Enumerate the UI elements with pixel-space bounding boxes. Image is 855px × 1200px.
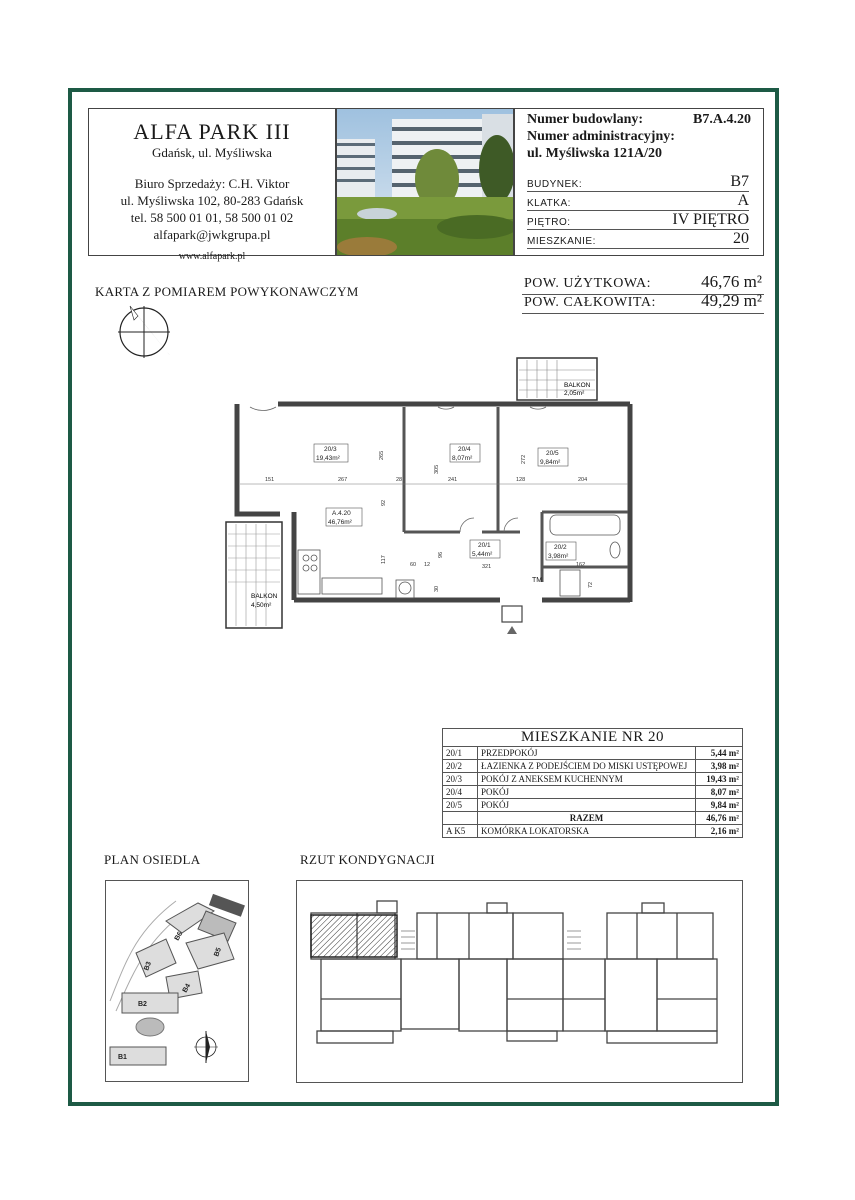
sales-office-address: ul. Myśliwska 102, 80-283 Gdańsk bbox=[120, 193, 304, 208]
sales-office bbox=[89, 175, 335, 243]
total-value: 46,76 m² bbox=[696, 812, 743, 825]
estate-photo bbox=[336, 108, 514, 256]
balcony-top-area: 2,05m² bbox=[564, 390, 585, 397]
building-number-row bbox=[527, 112, 751, 128]
total-area-row bbox=[522, 293, 764, 314]
row-num: 20/3 bbox=[443, 773, 478, 786]
dim-label: 30 bbox=[434, 585, 440, 592]
floor-plan bbox=[220, 352, 640, 647]
sales-office-phone: tel. 58 500 01 01, 58 500 01 02 bbox=[130, 210, 294, 225]
sales-office-email: alfapark@jwkgrupa.pl bbox=[153, 227, 271, 242]
balcony-top bbox=[517, 358, 597, 400]
row-name: POKÓJ Z ANEKSEM KUCHENNYM bbox=[478, 773, 696, 786]
table-row bbox=[443, 760, 743, 773]
storage-num: A K5 bbox=[443, 825, 478, 838]
developer-info-box bbox=[88, 108, 336, 262]
room-2-area: 3,98m² bbox=[548, 553, 569, 560]
field-staircase-value: A bbox=[737, 192, 749, 209]
table-row bbox=[443, 747, 743, 760]
unit-code: A.4.20 bbox=[332, 510, 351, 517]
balcony-left-label: BALKON bbox=[251, 593, 278, 600]
balcony-left bbox=[226, 522, 282, 628]
room-3-area: 19,43m² bbox=[316, 455, 340, 462]
field-floor-value: IV PIĘTRO bbox=[672, 211, 749, 228]
row-area: 19,43 m² bbox=[696, 773, 743, 786]
balcony-top-label: BALKON bbox=[564, 382, 591, 389]
row-area: 3,98 m² bbox=[696, 760, 743, 773]
table-row bbox=[443, 786, 743, 799]
field-staircase-label: KLATKA: bbox=[527, 198, 571, 209]
floor-layout-plan bbox=[296, 880, 743, 1083]
room-1-area: 5,44m² bbox=[472, 551, 493, 558]
dim-label: 28 bbox=[396, 477, 403, 483]
measurement-card-title: KARTA Z POMIAREM POWYKONAWCZYM bbox=[95, 284, 359, 299]
total-area-label: POW. CAŁKOWITA: bbox=[524, 295, 656, 310]
dim-label: 321 bbox=[482, 564, 492, 570]
row-num: 20/4 bbox=[443, 786, 478, 799]
room-2-code: 20/2 bbox=[554, 544, 567, 551]
room-4-code: 20/4 bbox=[458, 446, 471, 453]
room-4-area: 8,07m² bbox=[452, 455, 473, 462]
table-row bbox=[443, 799, 743, 812]
row-num: 20/1 bbox=[443, 747, 478, 760]
admin-address: ul. Myśliwska 121A/20 bbox=[527, 146, 662, 161]
room-3-code: 20/3 bbox=[324, 446, 337, 453]
compass-icon bbox=[118, 300, 174, 365]
site-building-b3: B3 bbox=[143, 960, 153, 972]
unit-area: 46,76m² bbox=[328, 519, 352, 526]
dim-label: 96 bbox=[438, 551, 444, 558]
total-area-value: 49,29 m² bbox=[701, 291, 762, 310]
balcony-left-area: 4,50m² bbox=[251, 602, 272, 609]
north-arrow-icon bbox=[194, 1031, 218, 1063]
field-building-label: BUDYNEK: bbox=[527, 179, 583, 190]
row-area: 8,07 m² bbox=[696, 786, 743, 799]
dim-label: 151 bbox=[265, 477, 275, 483]
row-name: POKÓJ bbox=[478, 799, 696, 812]
table-total-row bbox=[443, 812, 743, 825]
row-name: PRZEDPOKÓJ bbox=[478, 747, 696, 760]
project-location: Gdańsk, ul. Myśliwska bbox=[152, 145, 272, 160]
room-5-code: 20/5 bbox=[546, 450, 559, 457]
dim-label: 12 bbox=[424, 562, 431, 568]
room-5-area: 9,84m² bbox=[540, 459, 561, 466]
table-row bbox=[443, 773, 743, 786]
site-building-b1: B1 bbox=[118, 1054, 127, 1061]
apartment-info-box bbox=[514, 108, 764, 256]
room-1-code: 20/1 bbox=[478, 542, 491, 549]
dim-label: 204 bbox=[578, 477, 588, 483]
site-plan-title: PLAN OSIEDLA bbox=[104, 852, 201, 867]
site-building-b5: B5 bbox=[213, 946, 223, 958]
floor-layout-title: RZUT KONDYGNACJI bbox=[300, 852, 435, 867]
usable-area-value: 46,76 m² bbox=[701, 272, 762, 291]
dim-label: 162 bbox=[576, 562, 586, 568]
field-floor-label: PIĘTRO: bbox=[527, 217, 571, 228]
table-title: MIESZKANIE NR 20 bbox=[443, 729, 743, 747]
dim-label: 60 bbox=[410, 562, 417, 568]
row-name: ŁAZIENKA Z PODEJŚCIEM DO MISKI USTĘPOWEJ bbox=[478, 760, 696, 773]
field-apartment-label: MIESZKANIE: bbox=[527, 236, 596, 247]
storage-name: KOMÓRKA LOKATORSKA bbox=[478, 825, 696, 838]
field-building bbox=[527, 173, 749, 192]
field-apartment-value: 20 bbox=[733, 230, 749, 247]
site-building-b6: B6 bbox=[173, 930, 185, 942]
tm-label: TM bbox=[532, 577, 543, 584]
field-apartment bbox=[527, 230, 749, 249]
row-num: 20/2 bbox=[443, 760, 478, 773]
storage-area: 2,16 m² bbox=[696, 825, 743, 838]
admin-number-label: Numer administracyjny: bbox=[527, 129, 675, 144]
dim-label: 72 bbox=[588, 581, 594, 588]
dim-label: 117 bbox=[381, 555, 387, 564]
row-area: 5,44 m² bbox=[696, 747, 743, 760]
row-area: 9,84 m² bbox=[696, 799, 743, 812]
dim-label: 92 bbox=[381, 499, 387, 506]
site-building-b4: B4 bbox=[181, 982, 193, 994]
dim-label: 267 bbox=[338, 477, 348, 483]
field-floor bbox=[527, 211, 749, 230]
field-staircase bbox=[527, 192, 749, 211]
building-number-value: B7.A.4.20 bbox=[693, 112, 751, 127]
dim-label: 241 bbox=[448, 477, 458, 483]
dim-label: 265 bbox=[379, 450, 385, 460]
total-label: RAZEM bbox=[478, 812, 696, 825]
usable-area-label: POW. UŻYTKOWA: bbox=[524, 276, 652, 291]
building-number-label: Numer budowlany: bbox=[527, 112, 644, 127]
dim-label: 305 bbox=[434, 464, 440, 474]
dim-label: 272 bbox=[521, 454, 527, 464]
website: www.alfapark.pl bbox=[178, 251, 246, 262]
field-building-value: B7 bbox=[730, 173, 749, 190]
project-title: ALFA PARK III bbox=[133, 119, 291, 144]
dim-label: 128 bbox=[516, 477, 526, 483]
apartment-rooms-table bbox=[442, 728, 743, 838]
site-plan bbox=[105, 880, 249, 1082]
table-storage-row bbox=[443, 825, 743, 838]
site-building-b2: B2 bbox=[138, 1001, 147, 1008]
row-name: POKÓJ bbox=[478, 786, 696, 799]
sales-office-name: Biuro Sprzedaży: C.H. Viktor bbox=[134, 176, 290, 191]
row-num: 20/5 bbox=[443, 799, 478, 812]
